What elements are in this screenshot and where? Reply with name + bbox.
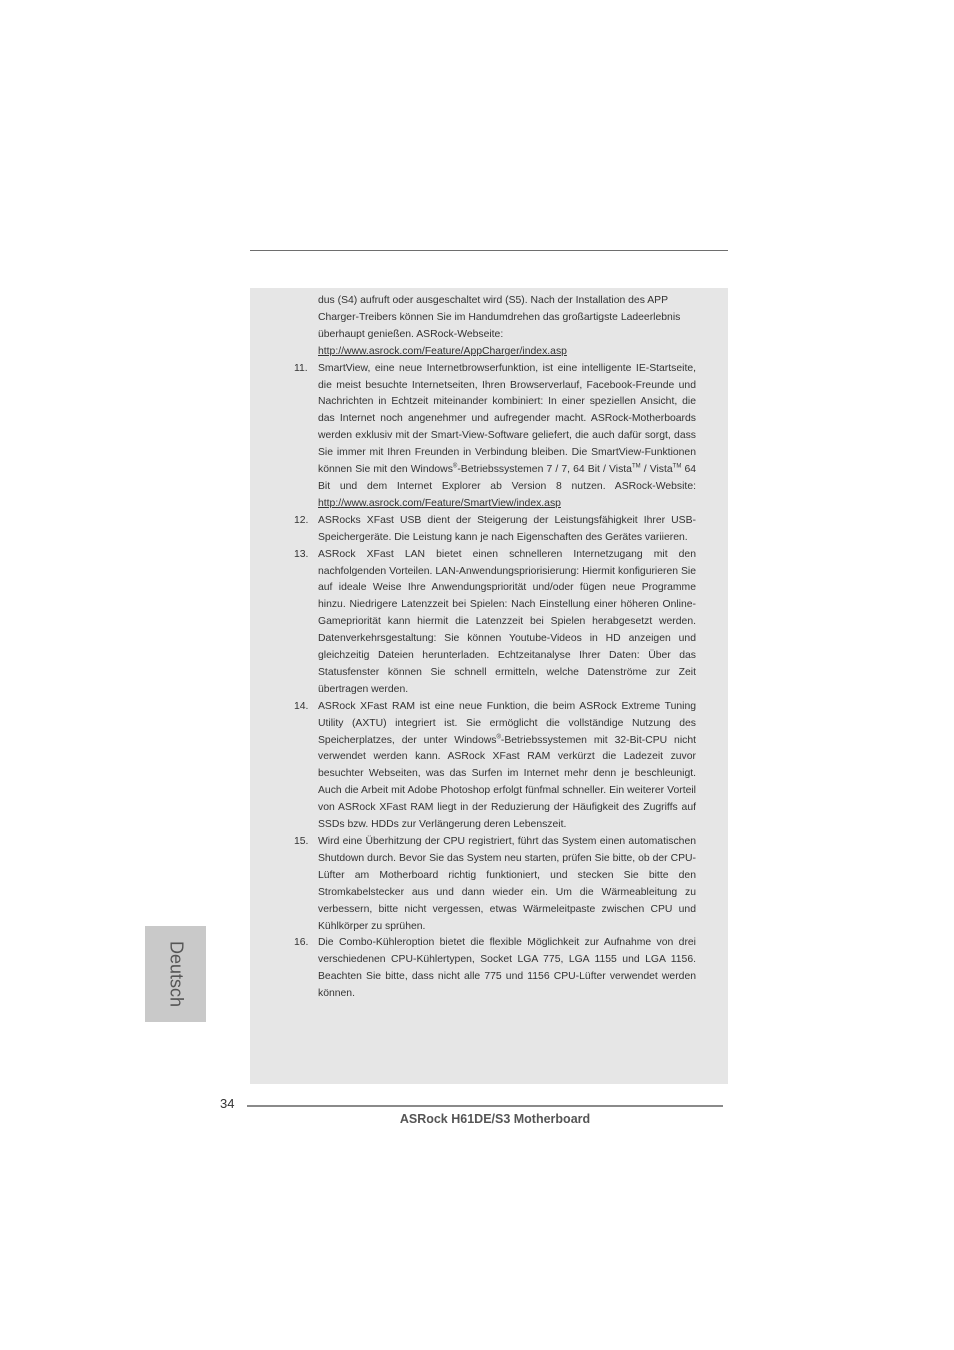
list-item-15 [286,834,696,935]
item-text: SmartView, eine neue Internetbrowserfunktion, ist eine intelligente IE-Startseite, die meist besuchte Internetseiten, Ihren Browserverlauf, Facebook-Freunde und Nachrichten in Echtzeit miteinander kombiniert: In einer speziellen Ansicht, die das Internet noch angenehmer und aufregender macht. ASRock-Motherboards werden exklusiv mit der Smart-View-Software geliefert, die auch dafür sorgt, dass Sie immer mit Ihren Freunden in Verbindung bleiben. Die SmartView-Funktionen können Sie mit den Windows [318,362,696,476]
document-body [286,293,696,1003]
list-item-12 [286,513,696,547]
registered-mark: ® [452,463,458,470]
item-number: 13. [294,548,309,560]
list-item-16 [286,935,696,1003]
trademark-mark: TM [672,463,682,470]
item-number: 15. [294,836,309,847]
item-number: 16. [294,937,309,949]
list-item-11 [286,361,696,513]
item-number: 11. [294,362,308,374]
item-text: / Vista [640,464,673,476]
list-item-13 [286,547,696,699]
footer-divider [247,1105,723,1107]
item-text: 64 Bit und dem Internet Explorer ab Version 8 nutzen. ASRock-Website: [318,464,696,492]
trademark-mark: TM [631,463,641,470]
registered-mark: ® [496,734,501,741]
language-tab-label: Deutsch [166,940,186,1008]
item-number: 12. [294,514,309,526]
smartview-link[interactable]: http://www.asrock.com/Feature/SmartView/index.asp [318,497,561,509]
item-text: ASRocks XFast USB dient der Steigerung der Leistungsfähigkeit Ihrer USB-Speichergeräte. Die Leistung kann je nach Eigenschaften des Gerätes variieren. [318,514,696,543]
appcharger-link[interactable]: http://www.asrock.com/Feature/AppCharger/index.asp [318,345,567,357]
item-text: ASRock XFast LAN bietet einen schnelleren Internetzugang mit den nachfolgenden Vorteilen. LAN-Anwendungspriorisierung: Hiermit konfigurieren Sie auf ideale Weise Ihre Anwendungspriorität und/oder fügen neue Programme hinzu. Niedrigere Latenzzeit bei Spielen: Nach Einstellung einer höheren Online-Gamepriorität kann hiermit die Latenzzeit bei Spielen herabgesetzt werden. Datenverkehrsgestaltung: Sie können Youtube-Videos in HD anzeigen und gleichzeitig Dateien herunterladen. Echtzeitanalyse Ihrer Daten: Über das Statusfenster können Sie schnell ermitteln, welche Datenströme zur Zeit übertragen werden. [318,548,696,695]
top-divider [250,250,728,251]
list-item-14 [286,699,696,834]
item-number: 14. [294,700,309,712]
intro-text: dus (S4) aufruft oder ausgeschaltet wird (S5). Nach der Installation des APP Charger-Treibers können Sie im Handumdrehen das großartigste Ladeerlebnis überhaupt genießen. ASRock-Webseite: [318,295,681,340]
item-text: -Betriebssystemen mit 32-Bit-CPU nicht verwendet werden kann. ASRock XFast RAM verkürzt die Ladezeit zuvor besuchter Webseiten, was das Surfen im Internet mehr denn je beschleunigt. Auch die Arbeit mit Adobe Photoshop erfolgt fünfmal schneller. Ein weiterer Vorteil von ASRock XFast RAM liegt in der Reduzierung der Häufigkeit des Zugriffs auf SSDs bzw. HDDs zur Verlängerung deren Lebenszeit. [318,734,696,831]
footer-title: ASRock H61DE/S3 Motherboard [399,1112,591,1126]
intro-paragraph [286,293,696,361]
item-text: Wird eine Überhitzung der CPU registriert, führt das System einen automatischen Shutdown durch. Bevor Sie das System neu starten, prüfen Sie bitte, ob der CPU-Lüfter am Motherboard richtig funktioniert, und stecken Sie bitte den Stromkabelstecker aus und dann wieder ein. Um die Wärmeableitung zu verbessern, bitte nicht vergessen, etwas Wärmeleitpaste zwischen CPU und Kühlkörper zu sprühen. [318,836,696,932]
item-text: -Betriebssystemen 7 / 7, 64 Bit / Vista [457,464,632,476]
item-text: Die Combo-Kühleroption bietet die flexible Möglichkeit zur Aufnahme von drei verschiedenen CPU-Kühlertypen, Socket LGA 775, LGA 1155 und LGA 1156. Beachten Sie bitte, dass nicht alle 775 und 1156 CPU-Lüfter verwendet werden können. [318,937,696,1000]
item-text: ASRock XFast RAM ist eine neue Funktion, die beim ASRock Extreme Tuning Utility (AXTU) integriert ist. Sie ermöglicht die vollständige Nutzung des Speicherplatzes, der unter Windows [318,700,696,746]
language-tab [145,926,206,1022]
page-number: 34 [220,1096,235,1111]
